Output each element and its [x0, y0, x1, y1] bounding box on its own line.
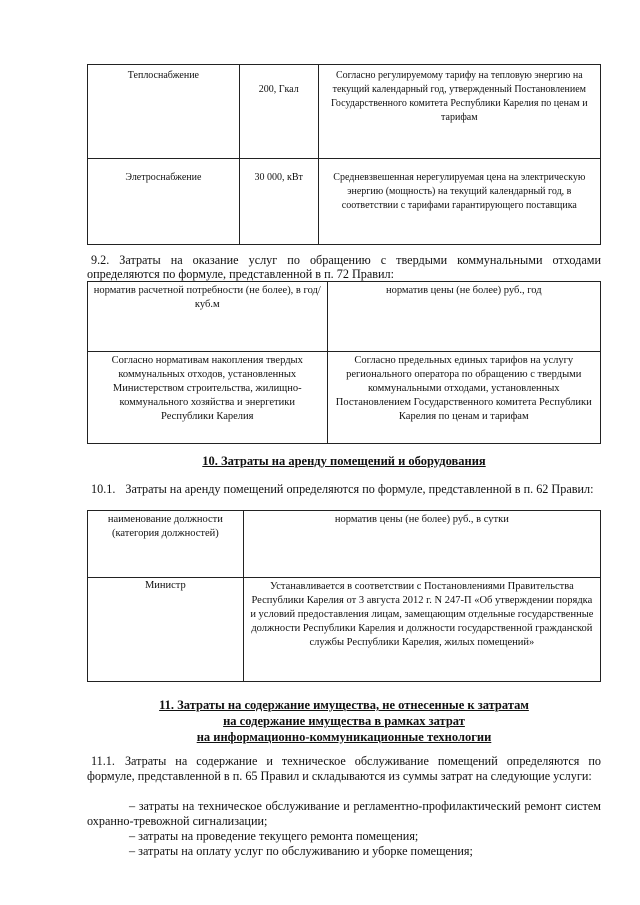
column-header: норматив цены (не более) руб., год [327, 282, 600, 352]
column-header: наименование должности (категория должностей) [88, 511, 244, 578]
bullet-item: – затраты на техническое обслуживание и регламентно-профилактический ремонт систем охранно-тревожной сигнализации; [87, 799, 601, 828]
table-cell: Согласно нормативам накопления твердых коммунальных отходов, установленных Министерством строительства, жилищно-коммунального хозяйства и энергетики Республики Карелия [88, 352, 328, 444]
table-cell: Министр [88, 578, 244, 682]
table-row [88, 159, 601, 245]
quantity-cell: 30 000, кВт [239, 159, 318, 245]
bullet-item: – затраты на проведение текущего ремонта помещения; [129, 829, 419, 843]
bullet-item: – затраты на оплату услуг по обслуживанию и уборке помещения; [129, 844, 473, 858]
column-header: норматив расчетной потребности (не более), в год/ куб.м [88, 282, 328, 352]
waste-table [87, 281, 601, 444]
rent-table [87, 510, 601, 682]
service-name-cell: Элетроснабжение [88, 159, 240, 245]
paragraph-9-2 [87, 253, 601, 281]
paragraph-10-1 [87, 482, 601, 496]
paragraph-11-1 [87, 754, 601, 784]
column-header: норматив цены (не более) руб., в сутки [243, 511, 600, 578]
table-row [88, 578, 601, 682]
paragraph-text: Затраты на содержание и техническое обслуживание помещений определяются по формуле, представленной в п. 65 Правил и складываются из суммы затрат на следующие услуги: [87, 754, 601, 783]
heading-line: 11. Затраты на содержание имущества, не отнесенные к затратам [159, 698, 529, 712]
section-heading-11 [87, 697, 601, 745]
quantity-cell: 200, Гкал [239, 65, 318, 159]
table-row [88, 65, 601, 159]
table-row [88, 352, 601, 444]
table-cell: Устанавливается в соответствии с Постановлениями Правительства Республики Карелия от 3 августа 2012 г. N 247-П «Об утверждении порядка и условий предоставления лицам, замещающим отдельные государственные должности Республики Карелия и должности государственной гражданской службы Республики Карелия, жилых помещений» [243, 578, 600, 682]
paragraph-number: 9.2. [91, 253, 110, 267]
price-norm-cell: Согласно регулируемому тарифу на тепловую энергию на текущий календарный год, утвержденный Постановлением Государственного комитета Республики Карелия по ценам и тарифам [318, 65, 600, 159]
paragraph-number: 11.1. [91, 754, 115, 768]
paragraph-text: Затраты на аренду помещений определяются по формуле, представленной в п. 62 Правил: [125, 482, 594, 496]
heading-line: на информационно-коммуникационные технологии [196, 730, 492, 744]
table-header-row [88, 511, 601, 578]
table-header-row [88, 282, 601, 352]
heading-line: на содержание имущества в рамках затрат [223, 714, 465, 728]
table-cell: Согласно предельных единых тарифов на услугу регионального оператора по обращению с твердыми коммунальными отходами, установленных Постановлением Государственного комитета Республики Карелия по ценам и тарифам [327, 352, 600, 444]
price-norm-cell: Средневзвешенная нерегулируемая цена на электрическую энергию (мощность) на текущий календарный год, в соответствии с тарифами гарантирующего поставщика [318, 159, 600, 245]
utilities-table [87, 64, 601, 245]
service-name-cell: Теплоснабжение [88, 65, 240, 159]
section-heading-10: 10. Затраты на аренду помещений и оборудования [202, 454, 486, 468]
paragraph-text: Затраты на оказание услуг по обращению с твердыми коммунальными отходами определяются по формуле, представленной в п. 72 Правил: [87, 253, 601, 281]
paragraph-number: 10.1. [91, 482, 116, 496]
